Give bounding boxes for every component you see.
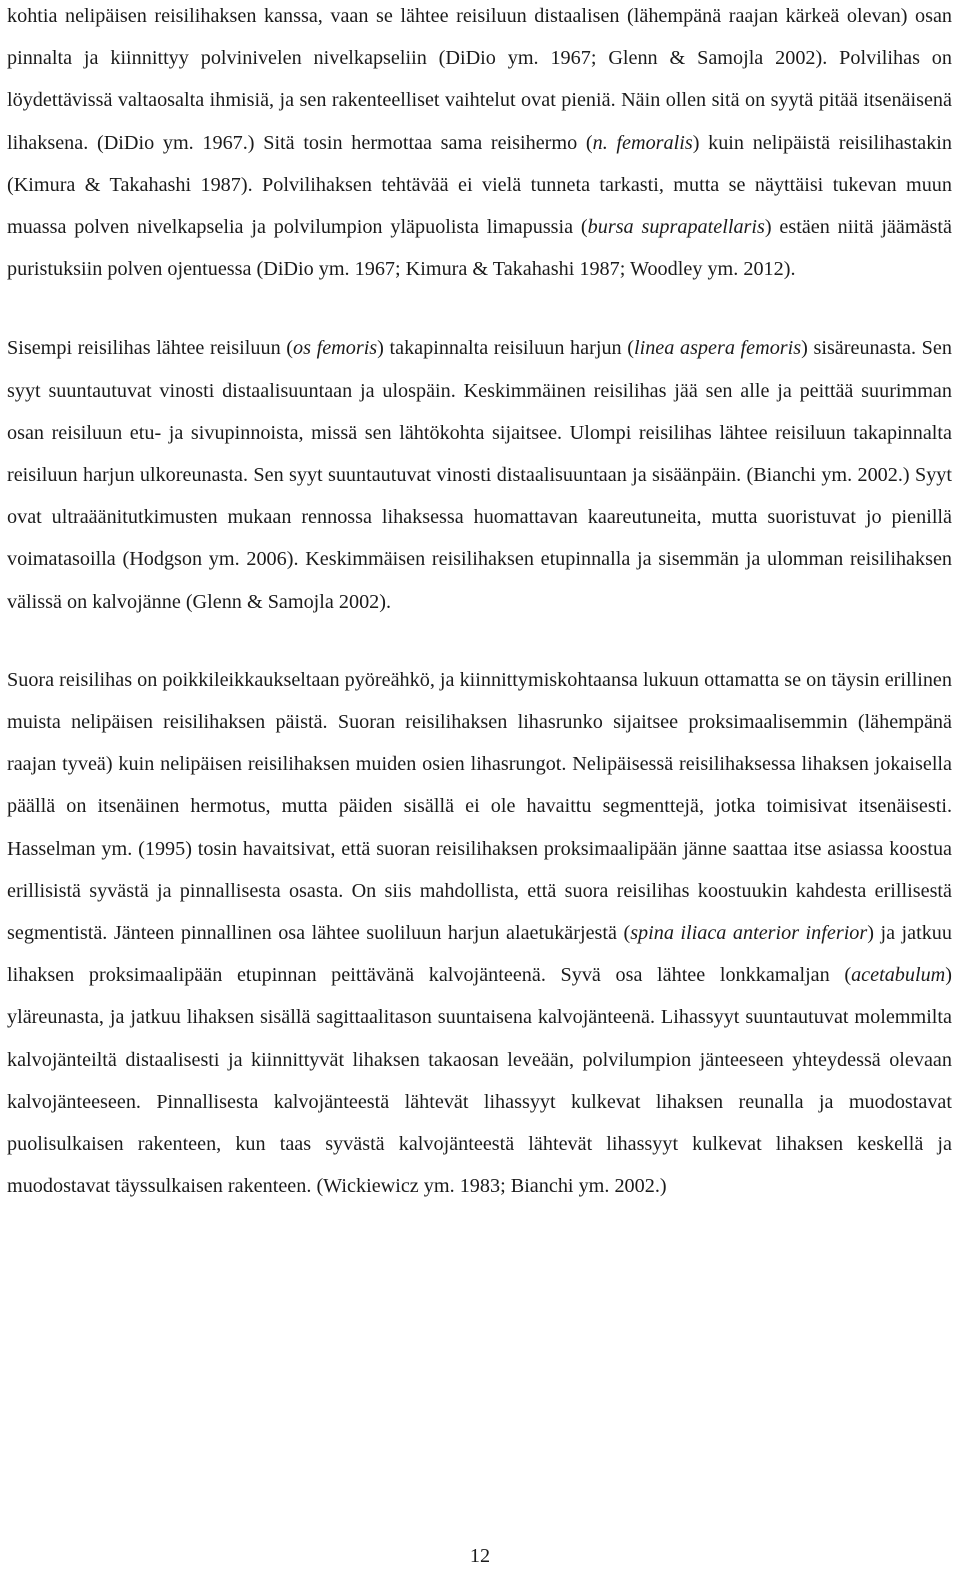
paragraph-sisempi-reisilihas (7, 327, 952, 622)
text-segment: ) takapinnalta reisiluun harjun ( (377, 337, 634, 360)
text-segment: Suora reisilihas on poikkileikkaukseltaan pyöreähkö, ja kiinnittymiskohtaansa lukuun ottamatta se on täysin erillinen muista nelipäisen reisilihaksen päistä. Suoran reisilihaksen lihasrunko sijaitsee proksimaalisemmin (lähempänä raajan tyveä) kuin nelipäisen reisilihaksen muiden osien lihasrungot. Nelipäisessä reisilihaksessa lihaksen jokaisella päällä on itsenäinen hermotus, mutta päiden sisällä ei ole havaittu segmenttejä, jotka toimisivat itsenäisesti. Hasselman ym. (1995) tosin havaitsivat, että suoran reisilihaksen proksimaalipään jänne saattaa itse asiassa koostua erillisistä syvästä ja pinnallisesta osasta. On siis mahdollista, että suora reisilihas koostuukin kahdesta erillisestä segmentistä. Jänteen pinnallinen osa lähtee suoliluun harjun alaetukärjestä ( (7, 668, 952, 945)
latin-term: bursa suprapatellaris (587, 216, 765, 239)
text-segment: ) sisäreunasta. Sen syyt suuntautuvat vinosti distaalisuuntaan ja ulospäin. Keskimmäinen reisilihas jää sen alle ja peittää suurimman osan reisiluun etu- ja sivupinnoista, missä sen lähtökohta sijaitsee. Ulompi reisilihas lähtee reisiluun takapinnalta reisiluun harjun ulkoreunasta. Sen syyt suuntautuvat vinosti distaalisuuntaan ja sisäänpäin. (Bianchi ym. 2002.) Syyt ovat ultraäänitutkimusten mukaan rennossa lihaksessa huomattavan kaareutuneita, mutta suoristuvat jo pienillä voimatasoilla (Hodgson ym. 2006). Keskimmäisen reisilihaksen etupinnalla ja sisemmän ja ulomman reisilihaksen välissä on kalvojänne (Glenn & Samojla 2002). (7, 337, 952, 613)
text-segment: Sisempi reisilihas lähtee reisiluun ( (7, 337, 294, 360)
latin-term: linea aspera femoris (633, 337, 802, 360)
text-segment: ) estäen niitä jäämästä puristuksiin polven ojentuessa (DiDio ym. 1967; Kimura & Takahashi 1987; Woodley ym. 2012). (7, 216, 952, 281)
paragraph-suora-reisilihas (7, 659, 952, 1208)
page-number: 12 (469, 1545, 491, 1567)
text-segment: ) yläreunasta, ja jatkuu lihaksen sisällä sagittaalitason suuntaisena kalvojänteenä. Lihassyyt suuntautuvat molemmilta kalvojänteiltä distaalisesti ja kiinnittyvät lihaksen takaosan leveään, polvilumpion jänteeseen yhteydessä olevaan kalvojänteeseen. Pinnallisesta kalvojänteestä lähtevät lihassyyt kulkevat lihaksen reunalla ja muodostavat puolisulkaisen rakenteen, kun taas syvästä kalvojänteestä lähtevät lihassyyt kulkevat lihaksen keskellä ja muodostavat täyssulkaisen rakenteen. (Wickiewicz ym. 1983; Bianchi ym. 2002.) (7, 964, 952, 1198)
latin-term: os femoris (293, 337, 378, 360)
text-segment: kohtia nelipäisen reisilihaksen kanssa, vaan se lähtee reisiluun distaalisen (lähempänä raajan kärkeä olevan) osan pinnalta ja kiinnittyy polvinivelen nivelkapseliin (DiDio ym. 1967; Glenn & Samojla 2002). Polvilihas on löydettävissä valtaosalta ihmisiä, ja sen rakenteelliset vaihtelut ovat pieniä. Näin ollen sitä on syytä pitää itsenäisenä lihaksena. (DiDio ym. 1967.) Sitä tosin hermottaa sama reisihermo ( (7, 5, 952, 154)
latin-term: n. femoralis (592, 131, 693, 154)
latin-term: acetabulum (851, 964, 946, 987)
text-segment: ) kuin nelipäistä reisilihastakin (Kimura & Takahashi 1987). Polvilihaksen tehtävää ei vielä tunneta tarkasti, mutta se näyttäisi tukevan muun muassa polven nivelkapselia ja polvilumpion yläpuolista limapussia ( (7, 131, 952, 239)
text-segment: ) ja jatkuu lihaksen proksimaalipään etupinnan peittävänä kalvojänteenä. Syvä osa lähtee lonkkamaljan ( (7, 922, 952, 987)
paragraph-polvilihas (7, 0, 952, 290)
latin-term: spina iliaca anterior inferior (630, 922, 868, 945)
